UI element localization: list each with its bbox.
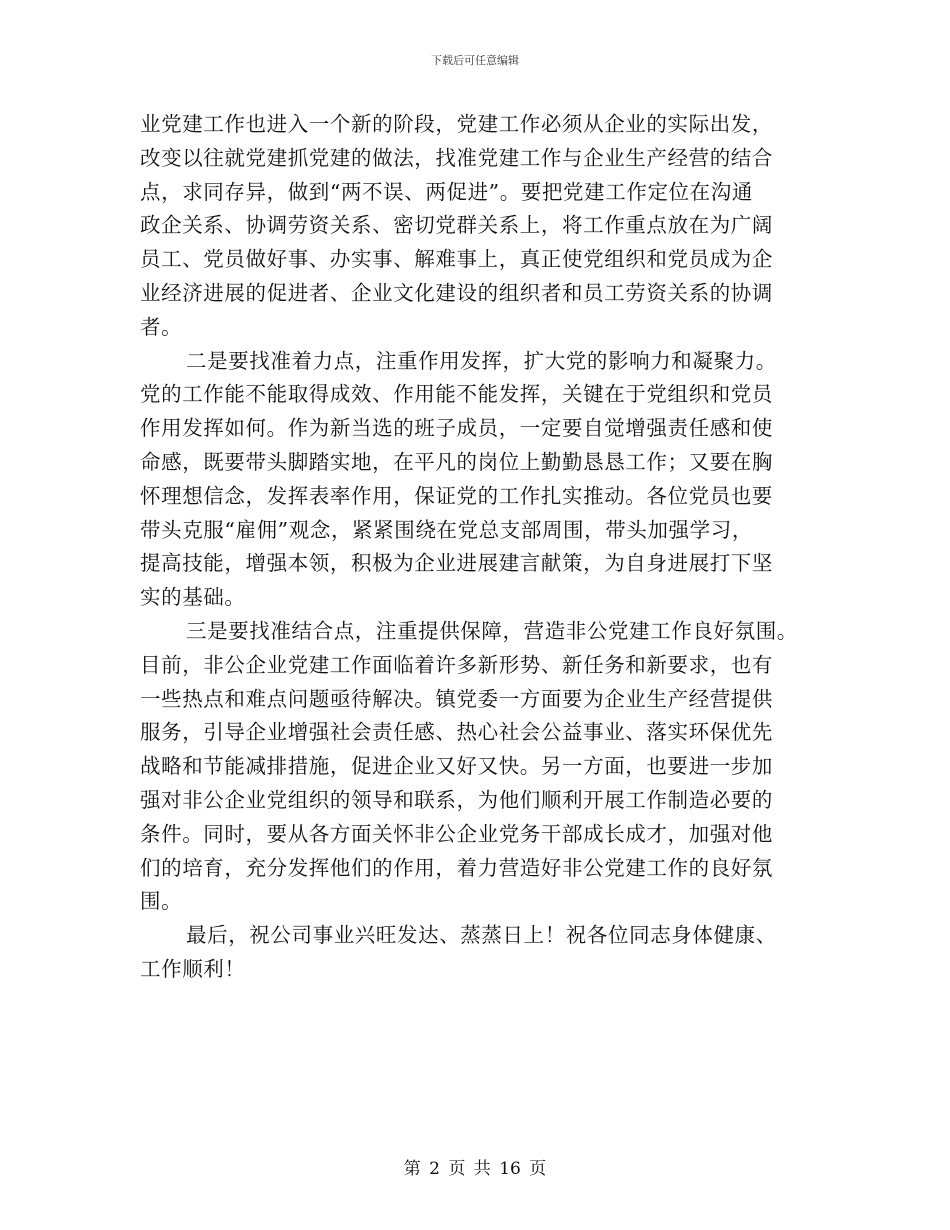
page-header: 下载后可任意编辑 xyxy=(431,54,519,67)
text-line: 一些热点和难点问题亟待解决。镇党委一方面要为企业生产经营提供 xyxy=(140,686,773,711)
text-line: 党的工作能不能取得成效、作用能不能发挥，关键在于党组织和党员 xyxy=(140,382,773,407)
text-line: 带头克服“雇佣”观念，紧紧围绕在党总支部周围，带头加强学习， xyxy=(140,517,753,542)
text-line: 们的培育，充分发挥他们的作用，着力营造好非公党建工作的良好氛 xyxy=(140,855,773,880)
text-line: 三是要找准结合点，注重提供保障，营造非公党建工作良好氛围。 xyxy=(186,618,798,643)
text-line: 政企关系、协调劳资关系、密切党群关系上，将工作重点放在为广阔 xyxy=(140,213,773,238)
text-line: 战略和节能减排措施，促进企业又好又快。另一方面，也要进一步加 xyxy=(140,754,773,779)
text-line: 点，求同存异，做到“两不误、两促进”。要把党建工作定位在沟通 xyxy=(140,179,753,204)
text-line: 提高技能，增强本领，积极为企业进展建言献策，为自身进展打下坚 xyxy=(140,551,773,576)
text-line: 命感，既要带头脚踏实地，在平凡的岗位上勤勤恳恳工作；又要在胸 xyxy=(140,449,773,474)
text-line: 业党建工作也进入一个新的阶段，党建工作必须从企业的实际出发， xyxy=(140,112,773,136)
text-line: 员工、党员做好事、办实事、解难事上，真正使党组织和党员成为企 xyxy=(140,247,773,272)
text-line: 围。 xyxy=(140,889,183,914)
text-line: 作用发挥如何。作为新当选的班子成员，一定要自觉增强责任感和使 xyxy=(140,416,773,441)
text-line: 条件。同时，要从各方面关怀非公企业党务干部成长成才，加强对他 xyxy=(140,821,773,846)
text-line: 者。 xyxy=(140,314,183,339)
text-line: 目前，非公企业党建工作面临着许多新形势、新任务和新要求，也有 xyxy=(140,652,773,677)
text-line: 二是要找准着力点，注重作用发挥，扩大党的影响力和凝聚力。 xyxy=(186,348,777,373)
text-line: 最后，祝公司事业兴旺发达、蒸蒸日上！祝各位同志身体健康、 xyxy=(186,923,777,948)
text-line: 业经济进展的促进者、企业文化建设的组织者和员工劳资关系的协调 xyxy=(140,280,773,305)
text-line: 工作顺利！ xyxy=(140,956,246,981)
document-body xyxy=(140,108,810,987)
text-line: 强对非公企业党组织的领导和联系，为他们顺利开展工作制造必要的 xyxy=(140,787,773,812)
text-line: 怀理想信念，发挥表率作用，保证党的工作扎实推动。各位党员也要 xyxy=(140,483,773,508)
text-line: 实的基础。 xyxy=(140,585,246,610)
text-line: 服务，引导企业增强社会责任感、热心社会公益事业、落实环保优先 xyxy=(140,720,773,745)
page-footer: 第 2 页 共 16 页 xyxy=(403,1159,547,1179)
text-line: 改变以往就党建抓党建的做法，找准党建工作与企业生产经营的结合 xyxy=(140,145,773,170)
